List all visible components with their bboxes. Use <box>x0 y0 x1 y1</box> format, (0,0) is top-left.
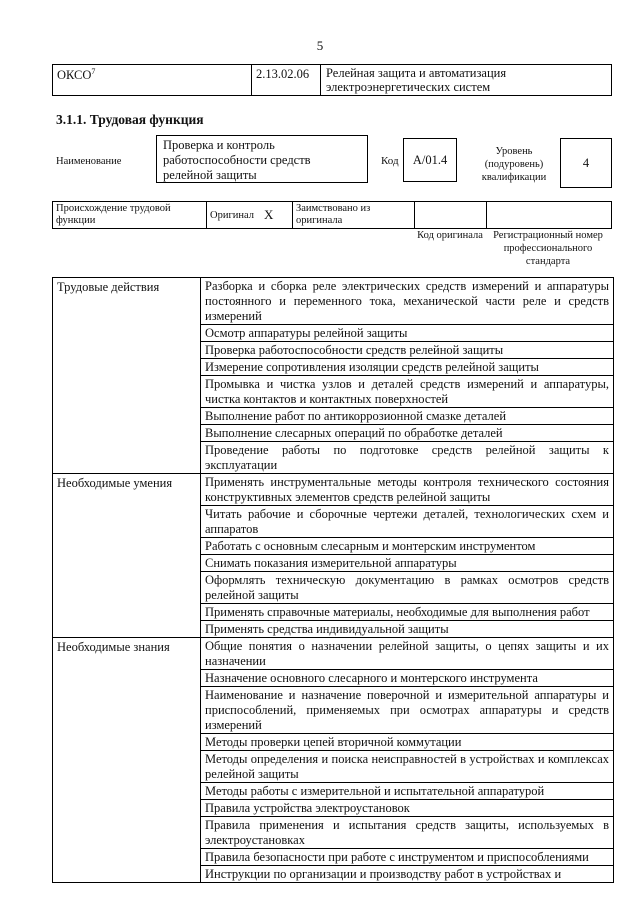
reg-number-cell <box>487 202 611 228</box>
section-title: Трудовые действия <box>53 278 201 473</box>
table-row: Применять инструментальные методы контроля технического состояния конструктивных элементов средств релейной защиты <box>205 475 609 504</box>
section-items <box>201 278 613 473</box>
table-row: Измерение сопротивления изоляции средств релейной защиты <box>201 358 613 375</box>
section-items <box>201 474 613 637</box>
table-row: Проведение работы по подготовке средств релейной защиты к эксплуатации <box>201 441 613 473</box>
table-row: Применять справочные материалы, необходимые для выполнения работ <box>201 603 613 620</box>
table-row: Выполнение работ по антикоррозионной смазке деталей <box>201 407 613 424</box>
origin-label: Происхождение трудовой функции <box>53 202 207 228</box>
section-heading: 3.1.1. Трудовая функция <box>56 112 204 127</box>
function-name: Проверка и контроль работоспособности средств релейной защиты <box>156 135 368 183</box>
table-row: Выполнение слесарных операций по обработке деталей <box>201 424 613 441</box>
okso-name: Релейная защита и автоматизация электроэнергетических систем <box>326 66 507 94</box>
name-label: Наименование <box>56 156 122 167</box>
qualification-level: 4 <box>560 138 612 188</box>
table-row: Назначение основного слесарного и монтерского инструмента <box>201 669 613 686</box>
table-row: Правила безопасности при работе с инструментом и приспособлениями <box>201 848 613 865</box>
okso-code: 2.13.02.06 <box>252 65 321 95</box>
section-items <box>201 638 613 882</box>
original-cell <box>207 202 293 228</box>
table-row: Осмотр аппаратуры релейной защиты <box>201 324 613 341</box>
table-row: Работать с основным слесарным и монтерским инструментом <box>201 537 613 554</box>
table-row: Промывка и чистка узлов и деталей средств измерений и аппаратуры, чистка контактов и контактных поверхностей <box>201 375 613 407</box>
code-label: Код <box>381 155 399 167</box>
okso-table <box>52 64 612 96</box>
table-row: Разборка и сборка реле электрических средств измерений и аппаратуры постоянного и переменного тока, механической части реле и средств измерений <box>205 279 609 323</box>
function-details-table <box>52 277 614 883</box>
table-row: Снимать показания измерительной аппаратуры <box>201 554 613 571</box>
origin-table <box>52 201 612 229</box>
original-label: Оригинал <box>210 209 254 221</box>
table-row: Оформлять техническую документацию в рамках осмотров средств релейной защиты <box>201 571 613 603</box>
borrowed-label: Заимствовано из оригинала <box>293 202 415 228</box>
table-section <box>53 473 613 637</box>
table-row: Правила применения и испытания средств защиты, используемых в электроустановках <box>201 816 613 848</box>
section-title: Необходимые знания <box>53 638 201 882</box>
table-row: Инструкции по организации и производству работ в устройствах и <box>201 865 613 882</box>
table-row: Читать рабочие и сборочные чертежи деталей, технологических схем и аппаратов <box>201 505 613 537</box>
original-mark: X <box>264 207 274 222</box>
section-title: Необходимые умения <box>53 474 201 637</box>
table-section <box>53 637 613 882</box>
table-row: Общие понятия о назначении релейной защиты, о цепях защиты и их назначении <box>205 639 609 668</box>
okso-label: ОКСО <box>57 68 92 83</box>
level-label: Уровень (подуровень) квалификации <box>481 146 547 183</box>
reg-number-label: Регистрационный номер профессионального стандарта <box>493 230 603 267</box>
table-row: Наименование и назначение поверочной и измерительной аппаратуры и приспособлений, применяемых при осмотрах аппаратуры и средств измерений <box>201 686 613 733</box>
table-section <box>53 278 613 473</box>
page-number: 5 <box>316 38 324 53</box>
okso-footnote-mark: 7 <box>91 67 96 76</box>
table-row: Методы проверки цепей вторичной коммутации <box>201 733 613 750</box>
function-code: А/01.4 <box>403 138 457 182</box>
okso-label-cell <box>53 65 252 95</box>
table-row: Проверка работоспособности средств релейной защиты <box>201 341 613 358</box>
table-row: Методы работы с измерительной и испытательной аппаратурой <box>201 782 613 799</box>
table-row: Методы определения и поиска неисправностей в устройствах и комплексах релейной защиты <box>201 750 613 782</box>
code-original-cell <box>415 202 487 228</box>
table-row: Правила устройства электроустановок <box>201 799 613 816</box>
table-row: Применять средства индивидуальной защиты <box>201 620 613 637</box>
code-original-label: Код оригинала <box>417 230 483 241</box>
